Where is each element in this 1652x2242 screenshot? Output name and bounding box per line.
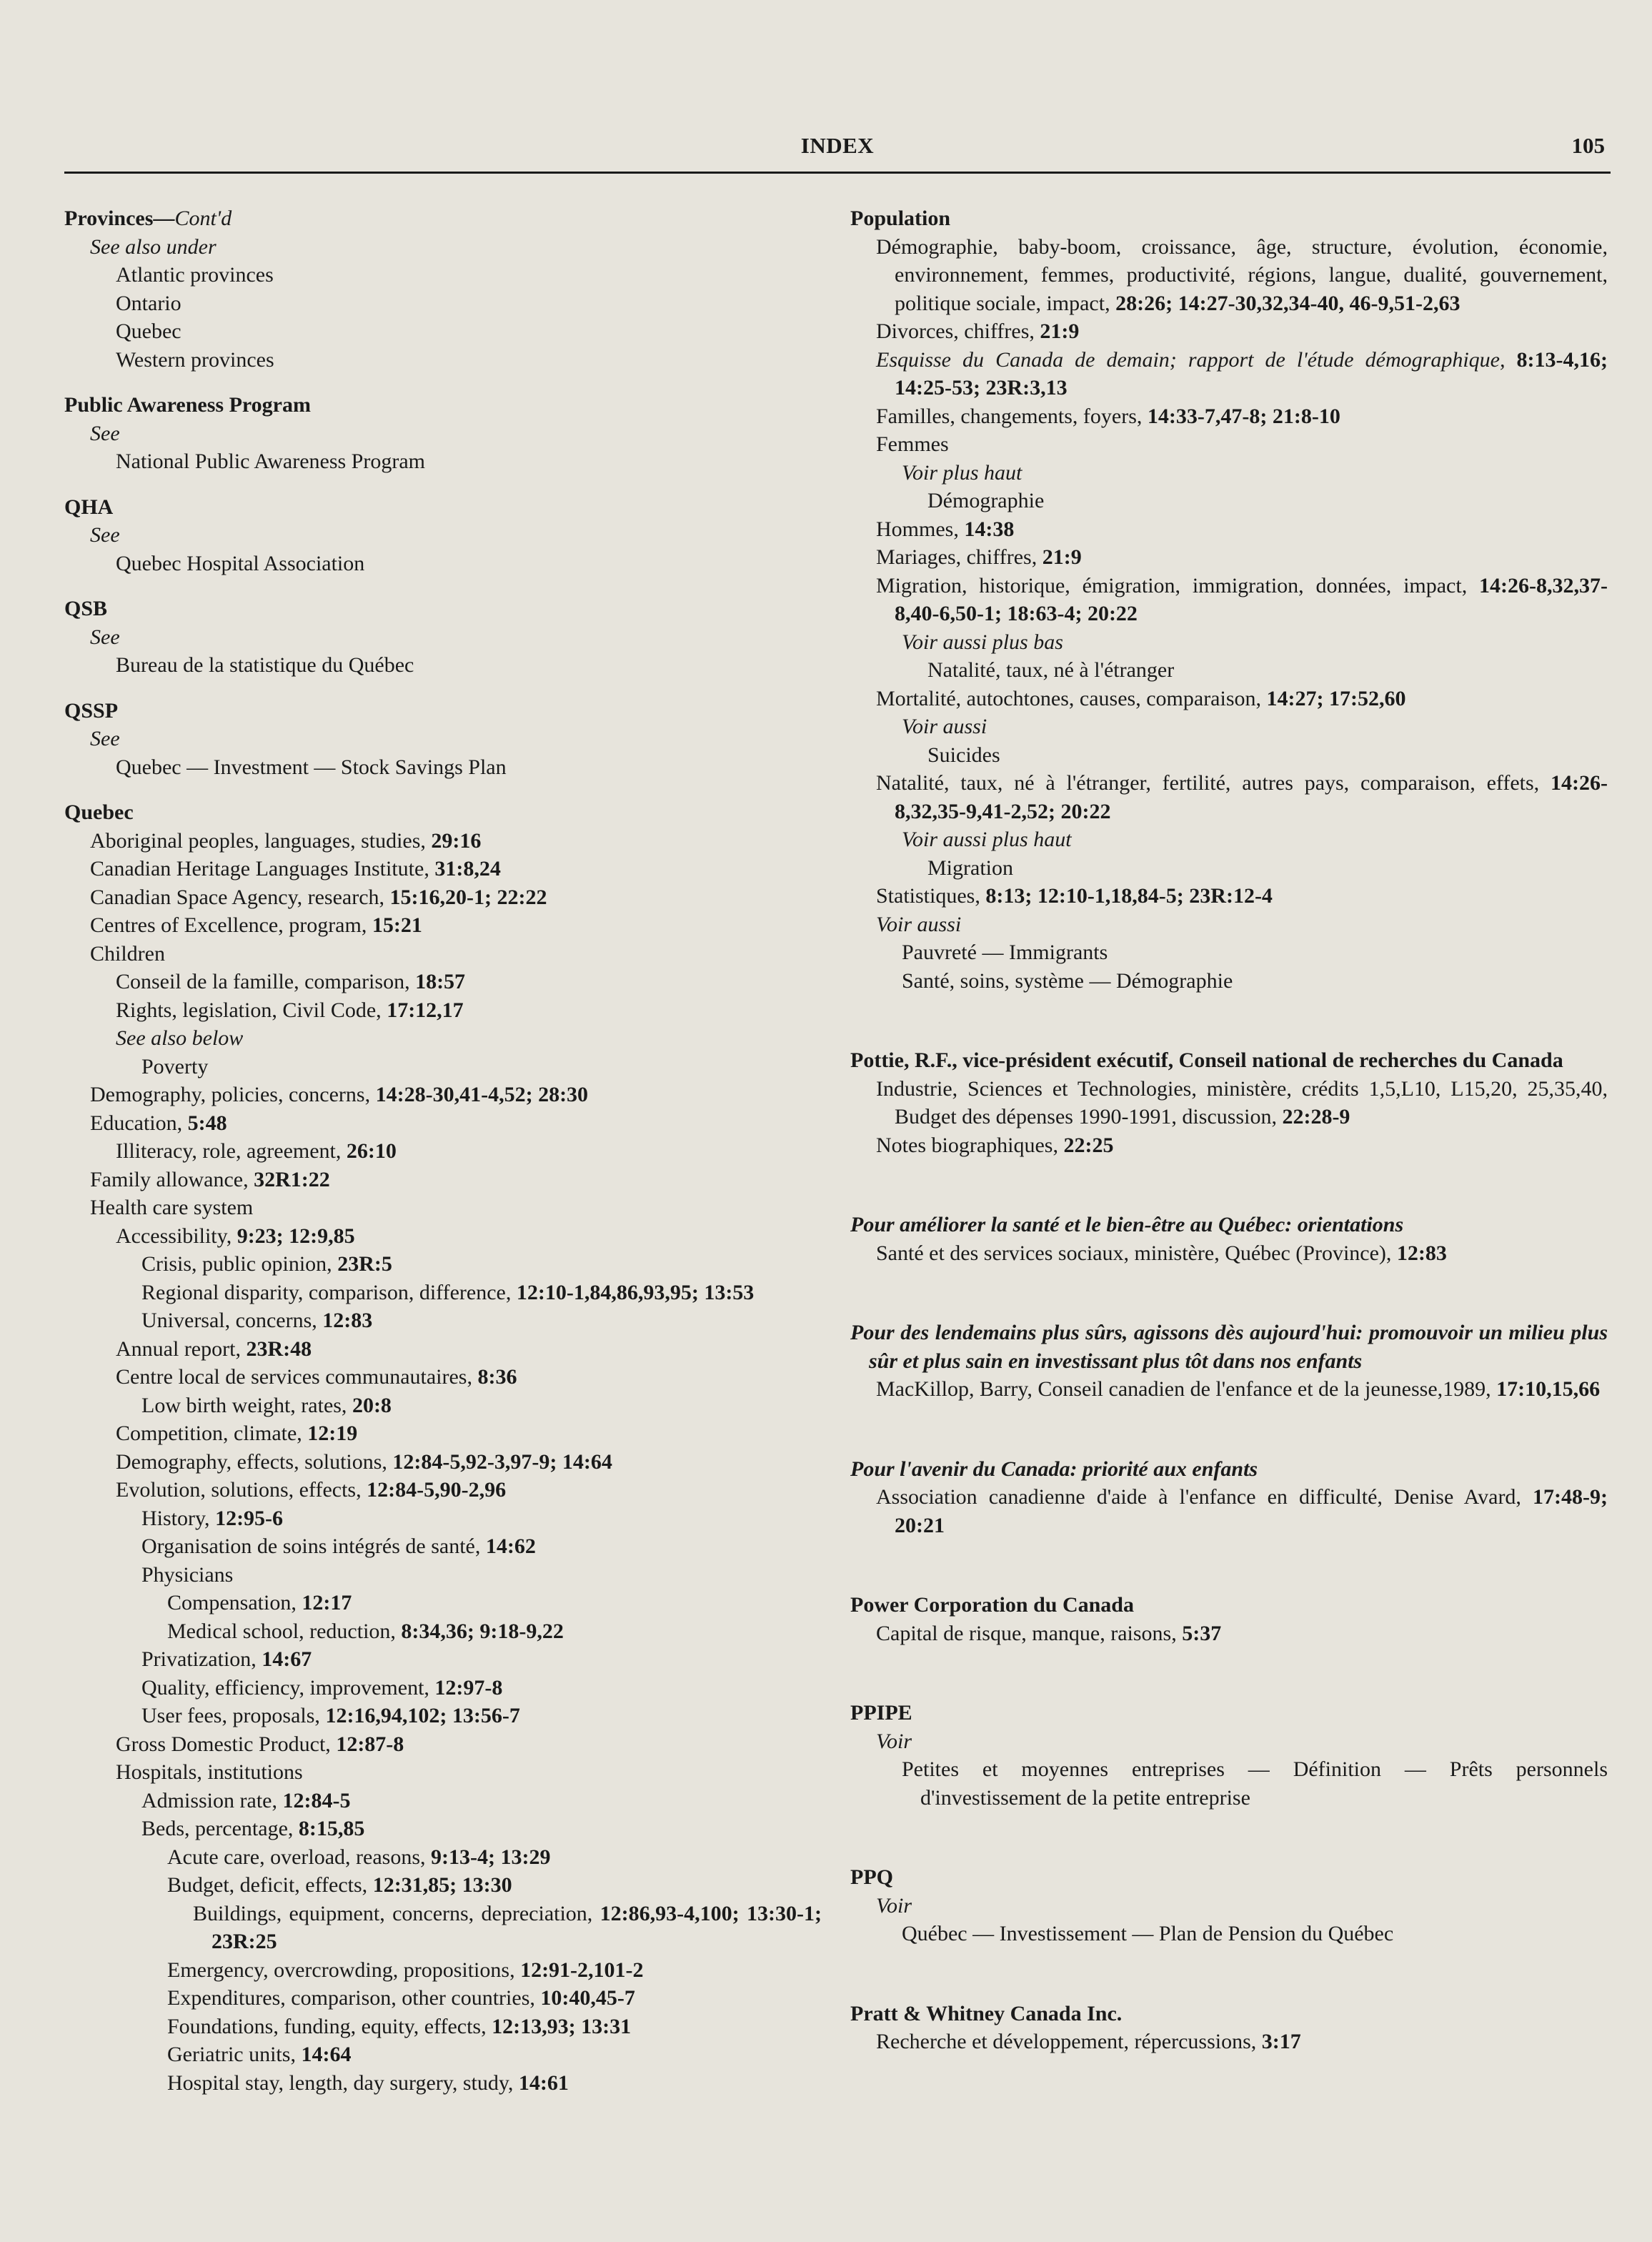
entry-ppipe bbox=[850, 1699, 1608, 1812]
subentry: Rights, legislation, Civil Code, 17:12,17 bbox=[116, 998, 464, 1022]
cross-ref: Poverty bbox=[141, 1054, 209, 1078]
subentry: Crisis, public opinion, 23R:5 bbox=[141, 1252, 392, 1276]
subentry: Statistiques, 8:13; 12:10-1,18,84-5; 23R:12-4 bbox=[876, 884, 1273, 908]
subentry: Annual report, 23R:48 bbox=[116, 1336, 312, 1361]
continued-label: Cont'd bbox=[174, 207, 232, 230]
see-label: See bbox=[90, 727, 120, 750]
subentry: Beds, percentage, 8:15,85 bbox=[141, 1817, 365, 1840]
cross-ref: Quebec bbox=[116, 319, 181, 343]
entry-heading: Provinces— bbox=[64, 207, 175, 230]
entry-heading: PPIPE bbox=[850, 1701, 912, 1725]
entry-public-awareness bbox=[64, 391, 822, 476]
subentry: Physicians bbox=[141, 1562, 234, 1587]
page-number: 105 bbox=[1571, 133, 1605, 158]
subentry: Low birth weight, rates, 20:8 bbox=[141, 1393, 392, 1417]
entry-heading: QHA bbox=[64, 495, 114, 519]
subentry: Canadian Space Agency, research, 15:16,20-1; 22:22 bbox=[90, 885, 547, 909]
entry-heading: Pour des lendemains plus sûrs, agissons dès aujourd'hui: promouvoir un milieu plus sûr et plus sain en investissant plus tôt dans nos enfants bbox=[850, 1321, 1608, 1373]
cross-ref: Pauvreté — Immigrants bbox=[902, 941, 1108, 964]
entry-heading: Population bbox=[850, 207, 951, 230]
subentry: Démographie, baby-boom, croissance, âge, structure, évolution, économie, environnement, femmes, productivité, régions, langue, dualité, gouvernement, politique sociale, impact, 28:26; 14:27-30,32,34-40, 46-9,51-2,63 bbox=[876, 234, 1608, 315]
cross-ref: Québec — Investissement — Plan de Pension du Québec bbox=[902, 1922, 1394, 1945]
subentry: Industrie, Sciences et Technologies, ministère, crédits 1,5,L10, L15,20, 25,35,40, Budget des dépenses 1990-1991, discussion, 22:28-9 bbox=[876, 1076, 1608, 1129]
subentry: Geriatric units, 14:64 bbox=[167, 2043, 352, 2066]
entry-heading: Pour l'avenir du Canada: priorité aux enfants bbox=[850, 1457, 1258, 1481]
cross-ref: Atlantic provinces bbox=[116, 263, 274, 287]
subentry: Education, 5:48 bbox=[90, 1111, 227, 1135]
subentry: Admission rate, 12:84-5 bbox=[141, 1788, 351, 1812]
see-label: Voir aussi plus haut bbox=[902, 828, 1072, 851]
subentry: Aboriginal peoples, languages, studies, 29:16 bbox=[90, 828, 482, 853]
entry-qssp bbox=[64, 697, 822, 782]
subentry: Hospital stay, length, day surgery, study, 14:61 bbox=[167, 2070, 569, 2095]
subentry: Medical school, reduction, 8:34,36; 9:18-9,22 bbox=[167, 1619, 564, 1643]
entry-ppq bbox=[850, 1863, 1608, 1948]
entry-population bbox=[850, 204, 1608, 995]
subentry: Competition, climate, 12:19 bbox=[116, 1422, 358, 1445]
see-label: See bbox=[90, 421, 120, 445]
subentry: User fees, proposals, 12:16,94,102; 13:56-7 bbox=[141, 1704, 520, 1727]
entry-heading: Power Corporation du Canada bbox=[850, 1593, 1134, 1617]
subentry: Natalité, taux, né à l'étranger, fertilité, autres pays, comparaison, effets, 14:26-8,32,35-9,41-2,52; 20:22 bbox=[876, 771, 1608, 823]
subentry: Capital de risque, manque, raisons, 5:37 bbox=[876, 1621, 1222, 1645]
entry-heading: Pottie, R.F., vice-président exécutif, Conseil national de recherches du Canada bbox=[850, 1048, 1563, 1072]
cross-ref: Natalité, taux, né à l'étranger bbox=[927, 658, 1175, 682]
subentry: Quality, efficiency, improvement, 12:97-8 bbox=[141, 1675, 503, 1700]
right-column bbox=[850, 204, 1608, 2073]
cross-ref: Santé, soins, système — Démographie bbox=[902, 968, 1233, 993]
subentry: Demography, effects, solutions, 12:84-5,92-3,97-9; 14:64 bbox=[116, 1449, 612, 1474]
subentry: Demography, policies, concerns, 14:28-30,41-4,52; 28:30 bbox=[90, 1083, 589, 1106]
subentry: Mariages, chiffres, 21:9 bbox=[876, 545, 1082, 569]
subentry: Centres of Excellence, program, 15:21 bbox=[90, 913, 422, 937]
subentry: Gross Domestic Product, 12:87-8 bbox=[116, 1732, 404, 1756]
entry-heading: Quebec bbox=[64, 800, 134, 824]
subentry: Illiteracy, role, agreement, 26:10 bbox=[116, 1139, 397, 1163]
subentry: History, 12:95-6 bbox=[141, 1506, 284, 1530]
left-column bbox=[64, 204, 822, 2114]
cross-ref: Quebec Hospital Association bbox=[116, 551, 365, 575]
see-label: Voir aussi bbox=[902, 715, 987, 738]
running-head: INDEX bbox=[800, 133, 875, 158]
subentry: Canadian Heritage Languages Institute, 31:8,24 bbox=[90, 857, 501, 881]
cross-ref: Ontario bbox=[116, 291, 181, 315]
subentry: Family allowance, 32R1:22 bbox=[90, 1167, 330, 1191]
header-rule bbox=[64, 172, 1611, 174]
entry-heading: Public Awareness Program bbox=[64, 393, 311, 417]
entry-power bbox=[850, 1591, 1608, 1647]
subentry: Regional disparity, comparison, difference, 12:10-1,84,86,93,95; 13:53 bbox=[141, 1280, 755, 1304]
subentry: Conseil de la famille, comparison, 18:57 bbox=[116, 970, 466, 993]
subentry: Evolution, solutions, effects, 12:84-5,90-2,96 bbox=[116, 1478, 507, 1502]
entry-qsb bbox=[64, 595, 822, 680]
cross-ref: National Public Awareness Program bbox=[116, 450, 425, 473]
subentry: Emergency, overcrowding, propositions, 12:91-2,101-2 bbox=[167, 1958, 644, 1982]
subentry: Centre local de services communautaires, 8:36 bbox=[116, 1365, 517, 1389]
subentry: Santé et des services sociaux, ministère, Québec (Province), 12:83 bbox=[876, 1241, 1447, 1265]
subentry: Familles, changements, foyers, 14:33-7,47-8; 21:8-10 bbox=[876, 404, 1340, 428]
entry-heading: Pratt & Whitney Canada Inc. bbox=[850, 2001, 1123, 2025]
entry-provinces bbox=[64, 204, 822, 374]
see-label: Voir plus haut bbox=[902, 460, 1022, 485]
see-label: See bbox=[90, 625, 120, 649]
subentry: Budget, deficit, effects, 12:31,85; 13:30 bbox=[167, 1873, 512, 1897]
subentry: Foundations, funding, equity, effects, 12:13,93; 13:31 bbox=[167, 2014, 632, 2038]
see-label: Voir aussi plus bas bbox=[902, 630, 1063, 654]
subentry: Mortalité, autochtones, causes, comparaison, 14:27; 17:52,60 bbox=[876, 686, 1406, 710]
entry-lendemains bbox=[850, 1319, 1608, 1404]
see-label: See bbox=[90, 523, 120, 547]
subentry: Health care system bbox=[90, 1196, 254, 1219]
subentry: Compensation, 12:17 bbox=[167, 1591, 352, 1614]
entry-avenir bbox=[850, 1455, 1608, 1540]
cross-ref: Migration bbox=[927, 855, 1013, 880]
entry-heading: PPQ bbox=[850, 1865, 893, 1889]
page-header bbox=[64, 133, 1611, 164]
cross-ref: Petites et moyennes entreprises — Définition — Prêts personnels d'investissement de la petite entreprise bbox=[902, 1757, 1608, 1810]
subentry: Divorces, chiffres, 21:9 bbox=[876, 319, 1080, 343]
entry-heading: Pour améliorer la santé et le bien-être au Québec: orientations bbox=[850, 1213, 1404, 1236]
subentry: MacKillop, Barry, Conseil canadien de l'enfance et de la jeunesse,1989, 17:10,15,66 bbox=[876, 1377, 1601, 1401]
cross-ref: Suicides bbox=[927, 743, 1000, 767]
entry-heading: QSSP bbox=[64, 698, 119, 723]
entry-pottie bbox=[850, 1046, 1608, 1159]
subentry: Expenditures, comparison, other countries, 10:40,45-7 bbox=[167, 1986, 635, 2010]
see-label: Voir bbox=[876, 1729, 912, 1753]
cross-ref: Quebec — Investment — Stock Savings Plan bbox=[116, 755, 507, 779]
subentry: Association canadienne d'aide à l'enfance en difficulté, Denise Avard, 17:48-9; 20:21 bbox=[876, 1485, 1608, 1537]
entry-heading: QSB bbox=[64, 597, 108, 620]
subentry: Children bbox=[90, 941, 165, 966]
entry-qha bbox=[64, 493, 822, 578]
subentry: Femmes bbox=[876, 432, 949, 456]
subentry: Buildings, equipment, concerns, depreciation, 12:86,93-4,100; 13:30-1; 23R:25 bbox=[193, 1901, 822, 1953]
subentry: Migration, historique, émigration, immigration, données, impact, 14:26-8,32,37-8,40-6,50-1; 18:63-4; 20:22 bbox=[876, 573, 1608, 625]
subentry: Privatization, 14:67 bbox=[141, 1647, 312, 1671]
cross-ref: Western provinces bbox=[116, 347, 274, 372]
cross-ref: Bureau de la statistique du Québec bbox=[116, 653, 414, 677]
see-label: Voir aussi bbox=[876, 912, 962, 936]
subentry: Acute care, overload, reasons, 9:13-4; 13:29 bbox=[167, 1845, 551, 1869]
subentry: Notes biographiques, 22:25 bbox=[876, 1133, 1114, 1157]
subentry: Universal, concerns, 12:83 bbox=[141, 1309, 373, 1332]
subentry: Esquisse du Canada de demain; rapport de l'étude démographique, 8:13-4,16; 14:25-53; 23R:3,13 bbox=[876, 347, 1608, 400]
cross-ref: Démographie bbox=[927, 489, 1045, 512]
see-also-label: See also below bbox=[116, 1026, 244, 1050]
subentry: Accessibility, 9:23; 12:9,85 bbox=[116, 1224, 355, 1248]
subentry: Organisation de soins intégrés de santé, 14:62 bbox=[141, 1534, 536, 1558]
entry-quebec bbox=[64, 798, 822, 2097]
entry-pratt bbox=[850, 2000, 1608, 2056]
entry-ameliorer bbox=[850, 1211, 1608, 1267]
subentry: Recherche et développement, répercussions, 3:17 bbox=[876, 2030, 1301, 2053]
see-also-label: See also under bbox=[90, 234, 217, 259]
subentry: Hommes, 14:38 bbox=[876, 517, 1015, 541]
subentry: Hospitals, institutions bbox=[116, 1760, 303, 1784]
see-label: Voir bbox=[876, 1893, 912, 1918]
